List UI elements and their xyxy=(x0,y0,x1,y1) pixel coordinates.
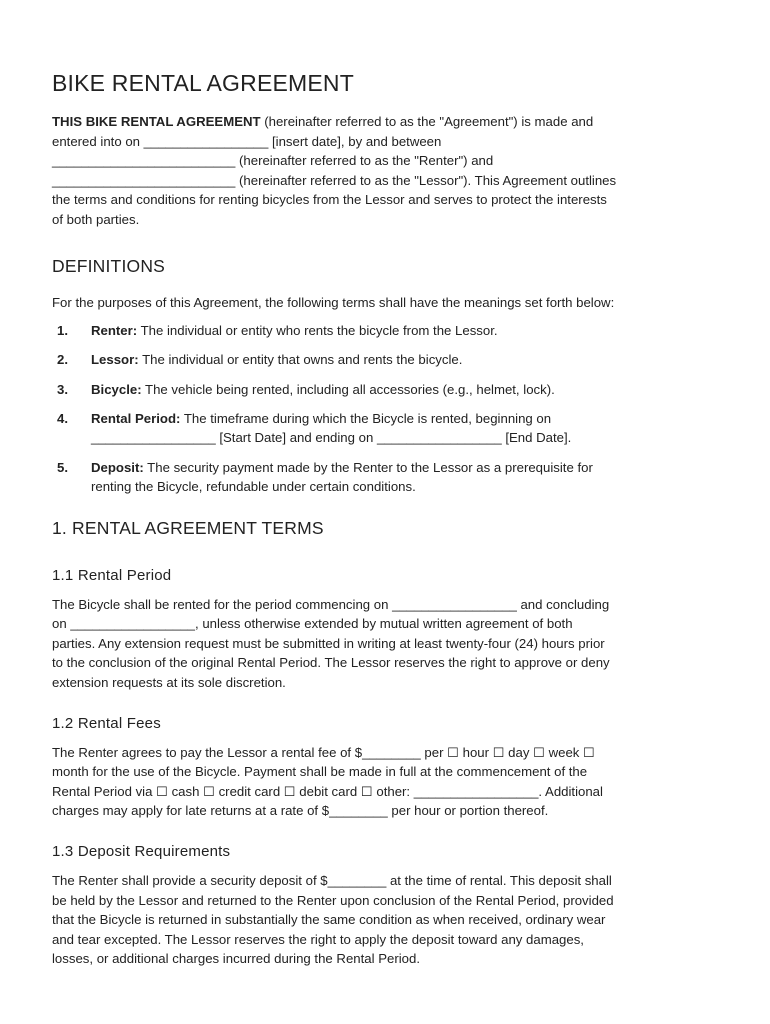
intro-line xyxy=(52,112,722,132)
intro-line-1-rest: (hereinafter referred to as the "Agreement") is made and xyxy=(260,114,594,129)
definition-term: Deposit: xyxy=(91,459,144,475)
paragraph-line: and tear excepted. The Lessor reserves the right to apply the deposit toward any damages, xyxy=(52,931,584,947)
definition-number: 3. xyxy=(57,381,68,397)
definition-text-continued: _________________ [Start Date] and ending on _________________ [End Date]. xyxy=(91,430,572,446)
paragraph-line: losses, or additional charges incurred during the Rental Period. xyxy=(52,951,420,967)
definition-term: Rental Period: xyxy=(91,410,181,426)
definition-item xyxy=(52,350,722,370)
paragraph-line: be held by the Lessor and returned to the Renter upon conclusion of the Rental Period, provided xyxy=(52,892,614,908)
intro-line-3: _________________________ (hereinafter referred to as the "Renter") and xyxy=(52,153,494,169)
definitions-heading: DEFINITIONS xyxy=(52,255,166,276)
definition-number: 2. xyxy=(57,352,68,368)
definition-number: 1. xyxy=(57,323,68,339)
rental-period-heading: 1.1 Rental Period xyxy=(52,566,172,584)
definition-text: The security payment made by the Renter to the Lessor as a prerequisite for xyxy=(143,459,593,475)
intro-line-2: entered into on _________________ [insert date], by and between xyxy=(52,133,442,149)
paragraph-line: Rental Period via ☐ cash ☐ credit card ☐ debit card ☐ other: _________________. Additional xyxy=(52,783,603,799)
definition-item xyxy=(52,409,722,448)
rental-period-paragraph xyxy=(52,595,722,693)
intro-bold-lead: THIS BIKE RENTAL AGREEMENT xyxy=(52,114,261,129)
definition-term: Bicycle: xyxy=(91,381,142,397)
intro-line-6: of both parties. xyxy=(52,211,140,227)
paragraph-line: charges may apply for late returns at a rate of $________ per hour or portion thereof. xyxy=(52,803,549,819)
definition-item xyxy=(52,321,722,341)
document-content xyxy=(52,70,722,991)
definition-item xyxy=(52,380,722,400)
deposit-heading: 1.3 Deposit Requirements xyxy=(52,843,231,861)
rental-fees-heading: 1.2 Rental Fees xyxy=(52,714,161,732)
definition-text: The individual or entity who rents the bicycle from the Lessor. xyxy=(137,323,498,339)
intro-paragraph xyxy=(52,112,722,230)
definition-number: 5. xyxy=(57,459,68,475)
paragraph-line: month for the use of the Bicycle. Payment shall be made in full at the commencement of the xyxy=(52,764,588,780)
paragraph-line: parties. Any extension request must be submitted in writing at least twenty-four (24) hours prior xyxy=(52,635,605,651)
paragraph-line: The Bicycle shall be rented for the period commencing on _________________ and concluding xyxy=(52,596,610,612)
paragraph-line: The Renter shall provide a security deposit of $________ at the time of rental. This deposit shall xyxy=(52,873,612,889)
paragraph-line: on _________________, unless otherwise extended by mutual written agreement of both xyxy=(52,616,573,632)
intro-line-5: the terms and conditions for renting bicycles from the Lessor and serves to protect the interests xyxy=(52,192,607,208)
paragraph-line: that the Bicycle is returned in substantially the same condition as when received, ordinary wear xyxy=(52,912,606,928)
definition-term: Renter: xyxy=(91,323,138,339)
definitions-list xyxy=(52,321,722,497)
definition-term: Lessor: xyxy=(91,352,139,368)
intro-line-4: _________________________ (hereinafter referred to as the "Lessor"). This Agreement outlines xyxy=(52,172,617,188)
definitions-lead: For the purposes of this Agreement, the following terms shall have the meanings set forth below: xyxy=(52,294,615,310)
definition-text-continued: renting the Bicycle, refundable under certain conditions. xyxy=(91,479,416,495)
paragraph-line: extension requests at its sole discretion. xyxy=(52,675,286,691)
rental-fees-paragraph xyxy=(52,743,722,821)
paragraph-line: to the conclusion of the original Rental Period. The Lessor reserves the right to approve or deny xyxy=(52,655,610,671)
paragraph-line: The Renter agrees to pay the Lessor a rental fee of $________ per ☐ hour ☐ day ☐ week ☐ xyxy=(52,744,595,760)
document-title: BIKE RENTAL AGREEMENT xyxy=(52,70,354,96)
definition-text: The vehicle being rented, including all accessories (e.g., helmet, lock). xyxy=(141,381,555,397)
definition-text: The individual or entity that owns and rents the bicycle. xyxy=(138,352,463,368)
definition-text: The timeframe during which the Bicycle is rented, beginning on xyxy=(180,410,552,426)
definition-number: 4. xyxy=(57,410,68,426)
section-1-heading: 1. RENTAL AGREEMENT TERMS xyxy=(52,517,324,538)
deposit-paragraph xyxy=(52,871,722,969)
definition-item xyxy=(52,458,722,497)
